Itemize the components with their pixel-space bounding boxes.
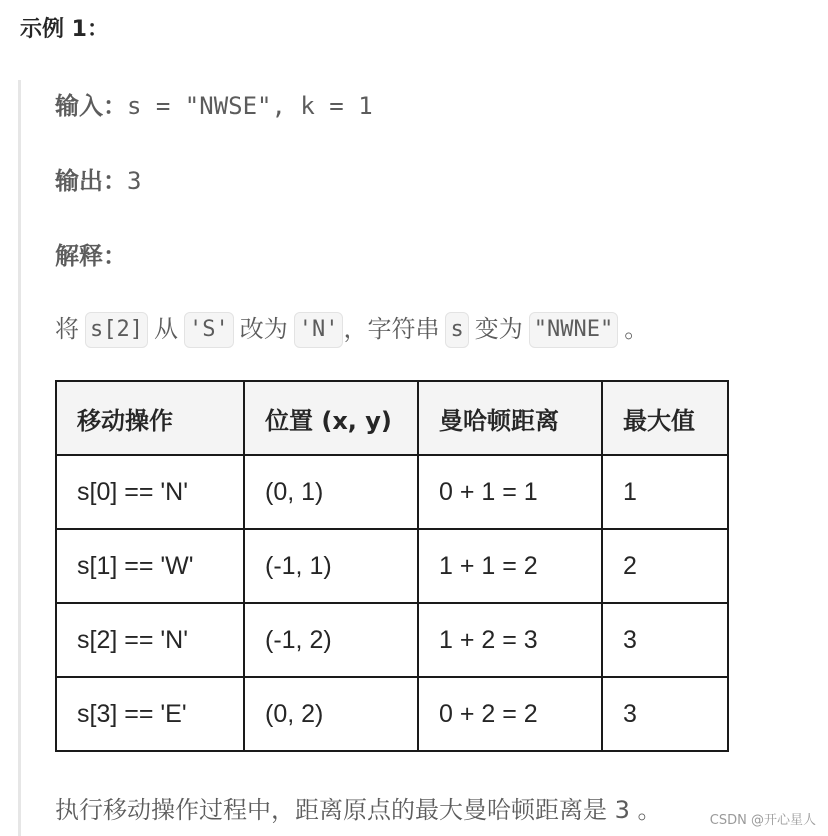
sentence-text: 从	[153, 315, 178, 343]
cell-manhattan: 1 + 1 = 2	[418, 529, 602, 603]
table-row	[56, 455, 728, 529]
cell-manhattan: 0 + 2 = 2	[418, 677, 602, 751]
moves-table	[55, 380, 729, 752]
input-label: 输入：	[55, 92, 127, 120]
cell-max: 3	[602, 677, 728, 751]
blockquote-bar	[18, 80, 21, 836]
sentence-text: ，字符串	[343, 315, 440, 343]
output-label: 输出：	[55, 167, 127, 195]
cell-position: (0, 1)	[244, 455, 418, 529]
example-heading: 示例 1：	[20, 17, 109, 42]
inline-code: s[2]	[85, 312, 148, 348]
cell-max: 2	[602, 529, 728, 603]
cell-position: (-1, 1)	[244, 529, 418, 603]
cell-move: s[3] == 'E'	[56, 677, 244, 751]
inline-code: "NWNE"	[529, 312, 618, 348]
header-max: 最大值	[602, 381, 728, 455]
cell-position: (0, 2)	[244, 677, 418, 751]
header-manhattan: 曼哈顿距离	[418, 381, 602, 455]
input-line	[55, 86, 373, 121]
output-line	[55, 161, 141, 196]
explanation-label: 解释：	[55, 242, 127, 270]
table-row	[56, 677, 728, 751]
cell-move: s[2] == 'N'	[56, 603, 244, 677]
header-move: 移动操作	[56, 381, 244, 455]
cell-manhattan: 0 + 1 = 1	[418, 455, 602, 529]
sentence-text: 将	[55, 315, 79, 343]
header-position: 位置 (x, y)	[244, 381, 418, 455]
explanation-sentence	[55, 309, 648, 348]
cell-max: 3	[602, 603, 728, 677]
sentence-text: 变为	[474, 315, 523, 343]
sentence-text: 。	[624, 315, 649, 343]
inline-code: 'N'	[294, 312, 344, 348]
table-header-row	[56, 381, 728, 455]
cell-position: (-1, 2)	[244, 603, 418, 677]
inline-code: s	[445, 312, 468, 348]
explanation-line	[55, 236, 127, 271]
table-row	[56, 529, 728, 603]
sentence-text: 改为	[239, 315, 288, 343]
watermark: CSDN @开心星人	[709, 813, 816, 828]
cell-max: 1	[602, 455, 728, 529]
input-value: s = "NWSE", k = 1	[127, 92, 373, 120]
cell-manhattan: 1 + 2 = 3	[418, 603, 602, 677]
inline-code: 'S'	[184, 312, 234, 348]
cell-move: s[0] == 'N'	[56, 455, 244, 529]
conclusion-text: 执行移动操作过程中，距离原点的最大曼哈顿距离是 3 。	[55, 796, 662, 824]
cell-move: s[1] == 'W'	[56, 529, 244, 603]
table-row	[56, 603, 728, 677]
output-value: 3	[127, 167, 142, 195]
